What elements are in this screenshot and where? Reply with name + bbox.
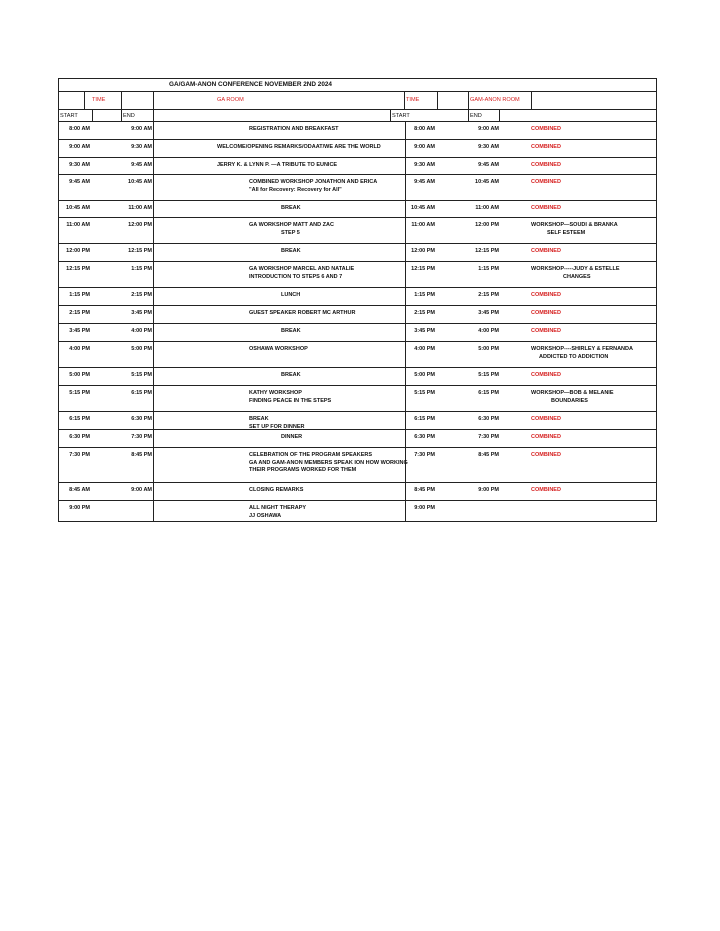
gam-anon-session: COMBINED xyxy=(531,179,561,185)
ga-session: BREAK xyxy=(249,416,269,422)
start-time-right: 2:15 PM xyxy=(414,310,435,316)
ga-session: JJ OSHAWA xyxy=(249,512,282,519)
start-time: 9:00 AM xyxy=(69,144,90,150)
end-time: 6:15 PM xyxy=(131,390,152,396)
start-time-right: 9:45 AM xyxy=(414,179,435,185)
gam-anon-session: COMBINED xyxy=(531,162,561,168)
start-time-right: 9:30 AM xyxy=(414,162,435,168)
end-time-right: 5:15 PM xyxy=(478,372,499,378)
page-title: GA/GAM-ANON CONFERENCE NOVEMBER 2ND 2024 xyxy=(169,81,332,88)
gam-anon-session: SELF ESTEEM xyxy=(547,229,586,236)
ga-session: GA AND GAM-ANON MEMBERS SPEAK ION HOW WORKING xyxy=(249,459,408,466)
start-time-right: 5:00 PM xyxy=(414,372,435,378)
gam-anon-session: COMBINED xyxy=(531,310,561,316)
end-time-right: 9:00 PM xyxy=(478,487,499,493)
start-time: 9:30 AM xyxy=(69,162,90,168)
table-row xyxy=(59,158,656,175)
ga-session: KATHY WORKSHOP xyxy=(249,390,302,396)
ga-session: THEIR PROGRAMS WORKED FOR THEM xyxy=(249,467,357,473)
start-time: 6:30 PM xyxy=(69,434,90,440)
ga-session: BREAK xyxy=(281,248,301,254)
end-time-right: 6:30 PM xyxy=(478,416,499,422)
start-time: 9:00 PM xyxy=(69,505,90,511)
ga-session: JERRY K. & LYNN P. —A TRIBUTE TO EUNICE xyxy=(217,162,338,168)
start-time-right: 6:15 PM xyxy=(414,416,435,422)
start-time-right: 8:45 PM xyxy=(414,487,435,493)
schedule-table xyxy=(58,78,657,522)
end-time-right: 12:00 PM xyxy=(475,222,499,228)
end-time: 5:15 PM xyxy=(131,372,152,378)
ga-session: DINNER xyxy=(281,434,303,440)
start-time: 3:45 PM xyxy=(69,328,90,334)
ga-session: INTRODUCTION TO STEPS 6 AND 7 xyxy=(249,273,343,280)
gam-anon-session: COMBINED xyxy=(531,144,561,150)
table-row xyxy=(59,201,656,218)
end-time-right: 2:15 PM xyxy=(478,292,499,298)
end-time: 10:45 AM xyxy=(128,179,152,185)
end-subheader-right: END xyxy=(470,113,482,119)
end-time: 9:45 AM xyxy=(131,162,152,168)
end-time-right: 4:00 PM xyxy=(478,328,499,334)
end-time: 12:15 PM xyxy=(128,248,152,254)
ga-session: OSHAWA WORKSHOP xyxy=(249,346,308,352)
table-row xyxy=(59,501,656,521)
end-time: 4:00 PM xyxy=(131,328,152,334)
subheader-row xyxy=(59,110,656,122)
start-time: 10:45 AM xyxy=(66,205,90,211)
start-subheader-right: START xyxy=(392,113,410,119)
gam-anon-session: WORKSHOP—BOB & MELANIE xyxy=(531,390,614,396)
end-time-right: 7:30 PM xyxy=(478,434,499,440)
end-time-right: 8:45 PM xyxy=(478,452,499,458)
time-header-left: TIME xyxy=(92,97,106,103)
ga-session: GUEST SPEAKER ROBERT MC ARTHUR xyxy=(249,310,356,316)
end-time: 9:30 AM xyxy=(131,144,152,150)
end-time: 8:45 PM xyxy=(131,452,152,458)
start-time-right: 12:00 PM xyxy=(411,248,435,254)
ga-session: BREAK xyxy=(281,328,301,334)
table-row xyxy=(59,140,656,158)
table-row xyxy=(59,122,656,140)
table-row xyxy=(59,288,656,306)
ga-session: COMBINED WORKSHOP JONATHON AND ERICA xyxy=(249,179,378,185)
start-time-right: 1:15 PM xyxy=(414,292,435,298)
gam-anon-session: WORKSHOP—SOUDI & BRANKA xyxy=(531,222,618,228)
start-time: 2:15 PM xyxy=(69,310,90,316)
gam-anon-session: COMBINED xyxy=(531,434,561,440)
start-time: 12:00 PM xyxy=(66,248,90,254)
table-row xyxy=(59,386,656,412)
table-row xyxy=(59,342,656,368)
start-time-right: 4:00 PM xyxy=(414,346,435,352)
end-time-right: 9:45 AM xyxy=(478,162,499,168)
table-row xyxy=(59,483,656,501)
start-time-right: 9:00 PM xyxy=(414,505,435,511)
end-time: 1:15 PM xyxy=(131,266,152,272)
gam-anon-session: COMBINED xyxy=(531,126,561,132)
ga-session: GA WORKSHOP MARCEL AND NATALIE xyxy=(249,266,355,272)
table-row xyxy=(59,306,656,324)
schedule-rows xyxy=(59,122,656,521)
start-time-right: 8:00 AM xyxy=(414,126,435,132)
end-time-right: 9:00 AM xyxy=(478,126,499,132)
ga-room-header: GA ROOM xyxy=(217,97,244,103)
start-time-right: 11:00 AM xyxy=(411,222,435,228)
start-time: 7:30 PM xyxy=(69,452,90,458)
start-time-right: 7:30 PM xyxy=(414,452,435,458)
start-subheader-left: START xyxy=(60,113,78,119)
end-time: 3:45 PM xyxy=(131,310,152,316)
start-time: 11:00 AM xyxy=(66,222,90,228)
start-time: 9:45 AM xyxy=(69,179,90,185)
start-time-right: 5:15 PM xyxy=(414,390,435,396)
table-row xyxy=(59,412,656,430)
start-time-right: 12:15 PM xyxy=(411,266,435,272)
start-time: 4:00 PM xyxy=(69,346,90,352)
ga-session: WELCOME/OPENING REMARKS/ODAAT/WE ARE THE WORLD xyxy=(217,144,381,150)
start-time: 8:00 AM xyxy=(69,126,90,132)
end-time: 5:00 PM xyxy=(131,346,152,352)
end-time-right: 6:15 PM xyxy=(478,390,499,396)
gam-anon-session: COMBINED xyxy=(531,452,561,458)
gam-anon-session: COMBINED xyxy=(531,416,561,422)
table-row xyxy=(59,244,656,262)
ga-session: STEP 5 xyxy=(281,229,300,236)
ga-session: GA WORKSHOP MATT AND ZAC xyxy=(249,222,334,228)
end-time-right: 10:45 AM xyxy=(475,179,499,185)
end-time-right: 9:30 AM xyxy=(478,144,499,150)
gam-anon-session: CHANGES xyxy=(563,273,591,280)
start-time: 5:00 PM xyxy=(69,372,90,378)
ga-session: CELEBRATION OF THE PROGRAM SPEAKERS xyxy=(249,452,373,458)
ga-session: SET UP FOR DINNER xyxy=(249,423,305,430)
gam-anon-room-header: GAM-ANON ROOM xyxy=(470,97,520,103)
end-time: 12:00 PM xyxy=(128,222,152,228)
ga-session: REGISTRATION AND BREAKFAST xyxy=(249,126,339,132)
gam-anon-session: ADDICTED TO ADDICTION xyxy=(539,353,609,360)
start-time-right: 9:00 AM xyxy=(414,144,435,150)
start-time-right: 6:30 PM xyxy=(414,434,435,440)
end-time-right: 5:00 PM xyxy=(478,346,499,352)
gam-anon-session: COMBINED xyxy=(531,372,561,378)
table-row xyxy=(59,262,656,288)
start-time-right: 3:45 PM xyxy=(414,328,435,334)
end-time-right: 11:00 AM xyxy=(475,205,499,211)
table-row xyxy=(59,448,656,483)
start-time: 6:15 PM xyxy=(69,416,90,422)
gam-anon-session: COMBINED xyxy=(531,328,561,334)
gam-anon-session: COMBINED xyxy=(531,487,561,493)
end-time: 2:15 PM xyxy=(131,292,152,298)
start-time: 8:45 AM xyxy=(69,487,90,493)
title-row xyxy=(59,79,656,92)
ga-session: "All for Recovery: Recovery for All" xyxy=(249,186,342,193)
ga-session: BREAK xyxy=(281,205,301,211)
gam-anon-session: BOUNDARIES xyxy=(551,397,588,404)
start-time: 1:15 PM xyxy=(69,292,90,298)
ga-session: CLOSING REMARKS xyxy=(249,487,304,493)
end-time: 9:00 AM xyxy=(131,126,152,132)
end-time: 9:00 AM xyxy=(131,487,152,493)
ga-session: ALL NIGHT THERAPY xyxy=(249,505,307,511)
table-row xyxy=(59,218,656,244)
end-time-right: 3:45 PM xyxy=(478,310,499,316)
start-time: 5:15 PM xyxy=(69,390,90,396)
end-time-right: 12:15 PM xyxy=(475,248,499,254)
table-row xyxy=(59,324,656,342)
time-header-right: TIME xyxy=(406,97,420,103)
ga-session: FINDING PEACE IN THE STEPS xyxy=(249,397,332,404)
gam-anon-session: WORKSHOP-----JUDY & ESTELLE xyxy=(531,266,620,272)
end-time: 7:30 PM xyxy=(131,434,152,440)
end-subheader-left: END xyxy=(123,113,135,119)
ga-session: LUNCH xyxy=(281,292,301,298)
end-time: 6:30 PM xyxy=(131,416,152,422)
end-time-right: 1:15 PM xyxy=(478,266,499,272)
start-time: 12:15 PM xyxy=(66,266,90,272)
table-row xyxy=(59,175,656,201)
end-time: 11:00 AM xyxy=(128,205,152,211)
table-row xyxy=(59,430,656,448)
ga-session: BREAK xyxy=(281,372,301,378)
header-row xyxy=(59,92,656,110)
start-time-right: 10:45 AM xyxy=(411,205,435,211)
gam-anon-session: COMBINED xyxy=(531,292,561,298)
gam-anon-session: COMBINED xyxy=(531,205,561,211)
gam-anon-session: WORKSHOP----SHIRLEY & FERNANDA xyxy=(531,346,633,352)
gam-anon-session: COMBINED xyxy=(531,248,561,254)
table-row xyxy=(59,368,656,386)
